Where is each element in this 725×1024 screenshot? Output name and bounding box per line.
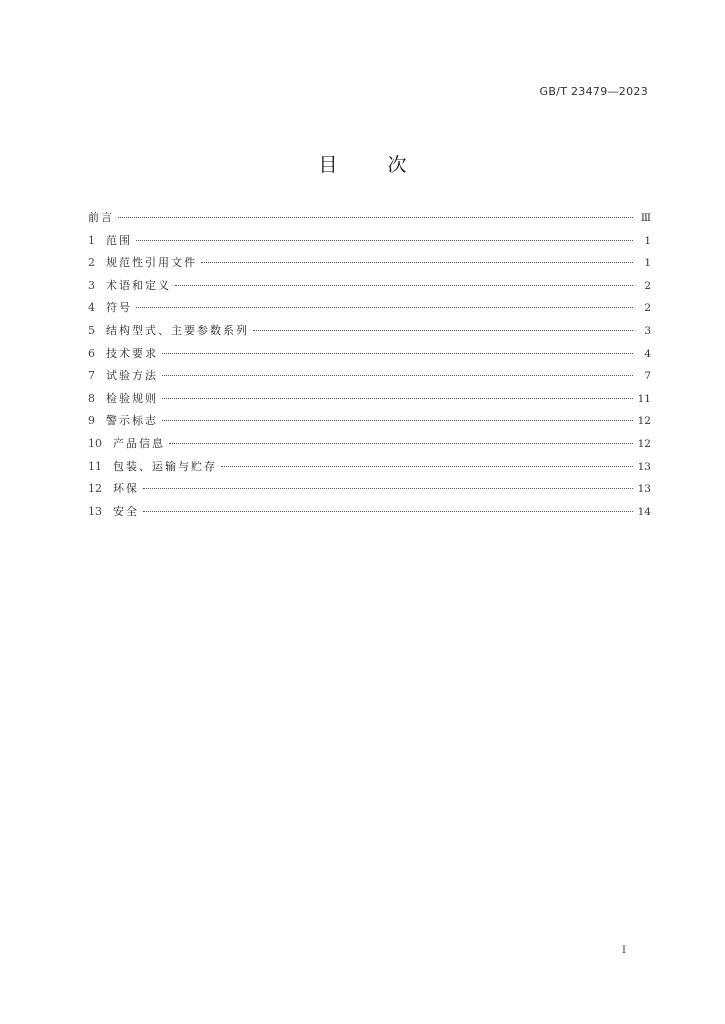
- toc-entry-page: 13: [637, 483, 651, 496]
- toc-leader-dots: [143, 488, 633, 489]
- toc-entry-number: 4: [88, 301, 95, 315]
- toc-title: 目次: [318, 154, 457, 176]
- toc-leader-dots: [136, 307, 633, 308]
- toc-entry-4[interactable]: [88, 297, 651, 320]
- toc-entry-page: 3: [644, 324, 651, 337]
- toc-entry-number: 6: [88, 346, 95, 360]
- toc-entry-page: Ⅲ: [640, 212, 651, 224]
- toc-entry-8[interactable]: [88, 388, 651, 411]
- toc-entry-2[interactable]: [88, 252, 651, 275]
- toc-leader-dots: [221, 466, 633, 467]
- toc-entry-page: 4: [644, 347, 651, 360]
- page-number: Ⅰ: [622, 945, 626, 956]
- toc-entry-number: 3: [88, 278, 95, 292]
- toc-entry-foreword[interactable]: [88, 207, 651, 230]
- toc-entry-label: 环保: [113, 482, 139, 496]
- toc-entry-10[interactable]: [88, 433, 651, 456]
- toc-entry-11[interactable]: [88, 456, 651, 479]
- toc-entry-number: 12: [88, 482, 102, 496]
- toc-entry-number: 2: [88, 256, 95, 270]
- toc-leader-dots: [162, 420, 633, 421]
- toc-entry-number: 7: [88, 369, 95, 383]
- toc-entry-page: 2: [644, 279, 651, 292]
- toc-entry-page: 14: [637, 505, 651, 518]
- table-of-contents: [88, 207, 651, 523]
- toc-entry-number: 9: [88, 414, 95, 428]
- toc-entry-label: 技术要求: [106, 346, 158, 360]
- toc-entry-label: 检验规则: [106, 391, 158, 405]
- toc-leader-dots: [162, 398, 633, 399]
- toc-entry-page: 1: [644, 234, 651, 247]
- toc-entry-page: 2: [644, 302, 651, 315]
- toc-entry-label: 术语和定义: [106, 278, 171, 292]
- toc-entry-5[interactable]: [88, 320, 651, 343]
- toc-entry-6[interactable]: [88, 343, 651, 366]
- toc-leader-dots: [162, 375, 633, 376]
- toc-leader-dots: [175, 285, 633, 286]
- toc-entry-label: 规范性引用文件: [106, 256, 197, 270]
- toc-entry-label: 试验方法: [106, 369, 158, 383]
- toc-leader-dots: [162, 353, 633, 354]
- toc-entry-number: 10: [88, 436, 102, 450]
- toc-entry-page: 1: [644, 257, 651, 270]
- toc-entry-number: 11: [88, 459, 102, 473]
- toc-entry-label: 警示标志: [106, 414, 158, 428]
- toc-entry-label: 包装、运输与贮存: [113, 459, 217, 473]
- toc-leader-dots: [169, 443, 633, 444]
- toc-entry-page: 12: [637, 437, 651, 450]
- toc-entry-label: 范围: [106, 233, 132, 247]
- standard-number: GB/T 23479—2023: [539, 85, 648, 98]
- toc-entry-label: 产品信息: [113, 436, 165, 450]
- toc-entry-9[interactable]: [88, 410, 651, 433]
- toc-entry-label: 符号: [106, 301, 132, 315]
- toc-entry-7[interactable]: [88, 365, 651, 388]
- toc-leader-dots: [118, 217, 633, 218]
- toc-entry-label: 安全: [113, 504, 139, 518]
- toc-entry-1[interactable]: [88, 230, 651, 253]
- toc-entry-number: 13: [88, 504, 102, 518]
- toc-entry-number: 5: [88, 323, 95, 337]
- toc-leader-dots: [201, 262, 633, 263]
- toc-entry-label: 结构型式、主要参数系列: [106, 323, 249, 337]
- toc-entry-page: 12: [637, 415, 651, 428]
- toc-leader-dots: [253, 330, 633, 331]
- toc-entry-13[interactable]: [88, 501, 651, 524]
- toc-entry-page: 11: [637, 392, 651, 405]
- toc-entry-12[interactable]: [88, 478, 651, 501]
- toc-entry-page: 13: [637, 460, 651, 473]
- toc-leader-dots: [136, 240, 633, 241]
- toc-entry-3[interactable]: [88, 275, 651, 298]
- toc-leader-dots: [143, 511, 633, 512]
- toc-entry-page: 7: [644, 370, 651, 383]
- toc-entry-number: 8: [88, 391, 95, 405]
- toc-entry-number: 1: [88, 233, 95, 247]
- toc-entry-label: 前言: [88, 211, 114, 224]
